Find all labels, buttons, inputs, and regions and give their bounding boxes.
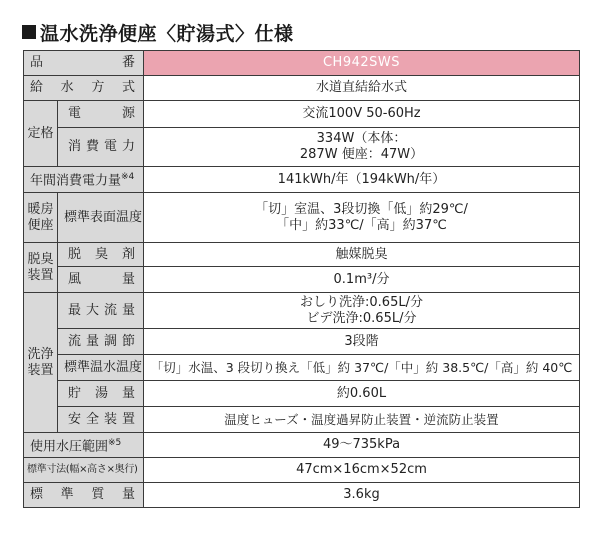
max-flow-line-2: ビデ洗浄:0.65L/分 <box>306 310 417 326</box>
label-char: 量 <box>85 333 99 349</box>
label-char: 費 <box>85 139 99 154</box>
spread-label <box>58 272 143 288</box>
value-heated-temp <box>144 193 580 243</box>
spread-label <box>58 139 143 155</box>
label-char: 節 <box>121 333 135 349</box>
spread-label <box>24 55 143 71</box>
label-char: 安 <box>68 411 82 427</box>
label-char: 剤 <box>121 246 135 262</box>
value-water-temp: 「切」水温、3 段切り換え「低」約 37℃/「中」約 38.5℃/「高」約 40℃ <box>144 355 580 381</box>
pressure-label-text: 使用水圧範囲 <box>30 439 109 455</box>
label-char: 臭 <box>94 246 108 262</box>
label-annual <box>24 167 144 193</box>
category-line: 脱臭 <box>27 251 54 267</box>
category-line: 暖房 <box>27 201 54 217</box>
row-water-temp <box>24 355 580 381</box>
label-pressure <box>24 433 144 458</box>
label-char: 貯 <box>68 385 82 401</box>
annual-note: ※4 <box>121 172 135 183</box>
row-dimensions <box>24 458 580 483</box>
square-bullet-icon <box>22 25 36 39</box>
label-model <box>24 51 144 76</box>
row-tank <box>24 381 580 407</box>
label-char: 調 <box>103 333 117 349</box>
spread-label <box>58 106 143 122</box>
label-char: 流 <box>103 302 117 318</box>
category-wash <box>24 293 58 433</box>
row-safety <box>24 407 580 433</box>
label-water-temp: 標準温水温度 <box>58 355 144 381</box>
label-char: 式 <box>121 80 135 95</box>
spread-label <box>58 247 143 263</box>
spread-label <box>58 303 143 319</box>
label-power-source <box>58 101 144 128</box>
row-deodor-agent <box>24 243 580 267</box>
label-dimensions: 標準寸法(幅×高さ×奥行) <box>24 458 144 483</box>
label-char: 量 <box>121 271 135 287</box>
spread-label <box>24 80 143 96</box>
category-line: 洗浄 <box>27 346 54 362</box>
label-consumption <box>58 128 144 167</box>
label-supply <box>24 76 144 101</box>
value-mass: 3.6kg <box>144 483 580 508</box>
spec-title-text: 温水洗浄便座〈貯湯式〉仕様 <box>40 22 294 45</box>
category-line: 装置 <box>27 267 54 283</box>
label-char: 脱 <box>68 246 82 262</box>
heated-line-1: 「切」室温、3段切換「低」約29℃/ <box>255 201 468 217</box>
label-char: 方 <box>91 80 105 95</box>
label-safety <box>58 407 144 433</box>
row-power-source <box>24 101 580 128</box>
annual-label-text: 年間消費電力量 <box>30 173 122 189</box>
value-power-source: 交流100V 50-60Hz <box>144 101 580 128</box>
value-max-flow <box>144 293 580 329</box>
value-air-flow: 0.1m³/分 <box>144 267 580 293</box>
consumption-line-2: 287W 便座：47W） <box>299 147 424 162</box>
spec-table <box>23 50 580 508</box>
label-char: 標 <box>30 487 44 502</box>
category-deodor <box>24 243 58 293</box>
label-char: 電 <box>68 106 82 121</box>
label-mass <box>24 483 144 508</box>
deodor-category-text <box>24 252 57 284</box>
row-max-flow <box>24 293 580 329</box>
label-deodor-agent <box>58 243 144 267</box>
label-char: 量 <box>121 385 135 401</box>
consumption-line-1: 334W（本体： <box>316 131 407 146</box>
value-consumption <box>144 128 580 167</box>
spread-label <box>24 487 143 503</box>
label-char: 湯 <box>94 385 108 401</box>
label-char: 量 <box>121 487 135 502</box>
value-annual: 141kWh/年（194kWh/年） <box>144 167 580 193</box>
label-heated-temp: 標準表面温度 <box>58 193 144 243</box>
label-char: 最 <box>68 302 82 318</box>
wash-category-text <box>24 347 57 379</box>
label-char: 品 <box>30 55 44 70</box>
label-char: 源 <box>121 106 135 121</box>
row-consumption <box>24 128 580 167</box>
label-char: 給 <box>30 80 44 95</box>
label-char: 装 <box>103 411 117 427</box>
label-char: 大 <box>85 302 99 318</box>
label-char: 全 <box>85 411 99 427</box>
label-char: 力 <box>121 139 135 154</box>
pressure-note: ※5 <box>108 437 122 448</box>
heated-category-text <box>24 202 57 234</box>
label-char: 水 <box>60 80 74 95</box>
row-heated-seat <box>24 193 580 243</box>
spec-title <box>22 17 294 47</box>
value-model: CH942SWS <box>144 51 580 76</box>
label-air-flow <box>58 267 144 293</box>
row-air-flow <box>24 267 580 293</box>
heated-line-2: 「中」約33℃/「高」約37℃ <box>276 217 447 233</box>
category-line: 装置 <box>27 362 54 378</box>
row-model <box>24 51 580 76</box>
row-flow-adjust <box>24 329 580 355</box>
spread-label <box>58 386 143 402</box>
label-char: 消 <box>68 139 82 154</box>
value-safety: 温度ヒューズ・温度過昇防止装置・逆流防止装置 <box>144 407 580 433</box>
label-max-flow <box>58 293 144 329</box>
label-flow-adjust <box>58 329 144 355</box>
label-char: 番 <box>121 55 135 70</box>
category-heated-seat <box>24 193 58 243</box>
label-char: 質 <box>91 487 105 502</box>
value-tank: 約0.60L <box>144 381 580 407</box>
label-char: 量 <box>121 302 135 318</box>
category-rating: 定格 <box>24 101 58 167</box>
value-deodor-agent: 触媒脱臭 <box>144 243 580 267</box>
row-annual <box>24 167 580 193</box>
row-mass <box>24 483 580 508</box>
row-supply <box>24 76 580 101</box>
label-tank <box>58 381 144 407</box>
max-flow-line-1: おしり洗浄:0.65L/分 <box>300 294 423 310</box>
label-char: 風 <box>68 271 82 287</box>
spread-label <box>58 412 143 428</box>
label-char: 流 <box>68 333 82 349</box>
category-line: 便座 <box>27 217 54 233</box>
spread-label <box>58 334 143 350</box>
value-supply: 水道直結給水式 <box>144 76 580 101</box>
label-char: 準 <box>60 487 74 502</box>
value-flow-adjust: 3段階 <box>144 329 580 355</box>
label-char: 電 <box>103 139 117 154</box>
value-pressure: 49〜735kPa <box>144 433 580 458</box>
value-dimensions: 47cm×16cm×52cm <box>144 458 580 483</box>
label-char: 置 <box>121 411 135 427</box>
row-pressure <box>24 433 580 458</box>
